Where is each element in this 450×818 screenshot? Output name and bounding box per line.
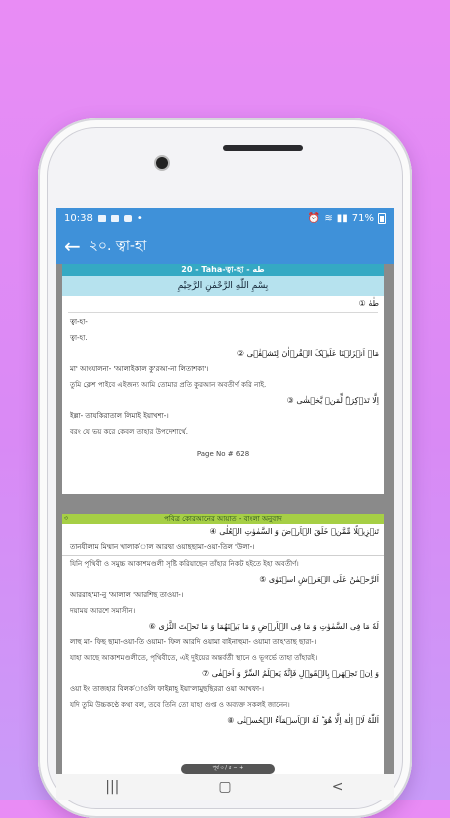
speaker-grille [223, 145, 303, 151]
gallery-icon [98, 215, 106, 222]
verse-arabic: وَ اِنۡ تَجۡهَرۡ بِالۡقَوۡلِ فَاِنَّهٗ یَعۡلَمُ السِّرَّ وَ اَخۡفٰی ⑦ [201, 669, 379, 678]
verse-arabic: اَلرَّحۡمٰنُ عَلَی الۡعَرۡشِ اسۡتَوٰی ⑤ [259, 575, 379, 584]
front-camera [156, 157, 168, 169]
verse-arabic: طٰهٰ ① [358, 299, 379, 308]
status-time: 10:38 [64, 212, 93, 224]
bismillah: بِسْمِ اللّٰهِ الرَّحْمٰنِ الرَّحِيْمِ [62, 276, 384, 296]
page-number: Page No # 628 [196, 450, 250, 458]
system-nav-bar [56, 774, 394, 800]
verse-translation: তুমি ক্লেশ পাইবে এইজন্য আমি তোমার প্রতি কুরআন অবতীর্ণ করি নাই. [70, 381, 267, 389]
more-dot-icon: • [136, 212, 143, 224]
verse-translation: যদি তুমি উচ্চকণ্ঠে কথা বল, তবে তিনি তো যাহা গুপ্ত ও অব্যক্ত সকলই জানেন। [70, 701, 290, 709]
home-icon[interactable]: ▢ [218, 779, 232, 795]
arrow-left-icon[interactable]: ← [64, 234, 81, 258]
surah-header: 20 - Taha-ত্বা-হা - طه [62, 264, 384, 276]
alarm-icon: ⏰ [307, 212, 321, 224]
verse-transliteration: তানযীলাম মিম্মান খালাক'াল আরদ্বা ওয়াছছামা-ওয়া-তিল 'উলা-। [70, 543, 255, 551]
section-header-label: পবিত্র কোরআনের আয়াত - বাংলা অনুবাদ [164, 515, 282, 523]
verse-transliteration: ইল্লা- তাযকিরাতাল লিমাই ইয়াখশা-। [70, 412, 169, 420]
verse-translation: বরং যে ভয় করে কেবল তাহার উপদেশার্থে. [70, 428, 189, 436]
pdf-toolbar-label[interactable]: পূর্ব ৩ / ৫ − + [212, 765, 244, 771]
verse-transliteration: লাহু মা- ফিছ ছামা-ওয়া-তি ওয়ামা- ফিল আরদি ওয়ামা বাইনাহুমা- ওয়ামা তাহ'তাছ ছারা-। [70, 638, 317, 646]
verse-arabic: اِلَّا تَذۡکِرَۃً لِّمَنۡ یَّخۡشٰی ③ [286, 396, 379, 405]
verse-transliteration: আররাহ'মা-নু 'আলাল 'আরশিছ তাওয়া-। [70, 591, 184, 599]
verse-transliteration: ত্বা-হা- [70, 318, 88, 326]
verse-translation: যিনি পৃথিবী ও সমুচ্চ আকাশমণ্ডলী সৃষ্টি করিয়াছেন তাঁহার নিকট হইতে ইহা অবতীর্ণ। [70, 560, 299, 568]
message-icon [111, 215, 119, 222]
battery-icon [378, 213, 386, 224]
app-screen [56, 208, 394, 800]
recents-icon[interactable]: ||| [105, 779, 120, 795]
verse-transliteration: ওয়া ইং তাজহার বিলক'াওলি ফাইন্নাহূ ইয়া'লামুছছিররা ওয়া আখফা-। [70, 685, 265, 693]
verse-arabic: لَهٗ مَا فِی السَّمٰوٰتِ وَ مَا فِی الۡاَرۡضِ وَ مَا بَیۡنَهُمَا وَ مَا تَحۡتَ الثَّرٰی ⑥ [148, 622, 379, 631]
status-bar [56, 208, 394, 228]
verse-arabic: اَللّٰهُ لَاۤ اِلٰهَ اِلَّا هُوَ ؕ لَهُ الۡاَسۡمَآءُ الۡحُسۡنٰی ⑧ [227, 716, 379, 725]
line-number: ৩ [64, 515, 68, 522]
verse-arabic: تَنۡزِیۡلًا مِّمَّنۡ خَلَقَ الۡاَرۡضَ وَ السَّمٰوٰتِ الۡعُلٰی ④ [209, 527, 379, 536]
verse-translation: দয়াময় আরশে সমাসীন। [70, 607, 136, 615]
back-chevron-icon[interactable]: < [331, 779, 344, 795]
pdf-page [62, 514, 384, 800]
youtube-icon [124, 215, 132, 222]
pdf-page [62, 264, 384, 494]
section-header [62, 514, 384, 524]
page-title: ২০. ত্বা-হা [88, 238, 147, 254]
divider [68, 312, 378, 313]
verse-arabic: مَاۤ اَنۡزَلۡنَا عَلَیۡکَ الۡقُرۡاٰنَ لِتَشۡقٰۤی ② [236, 349, 379, 358]
verse-translation: ত্বা-হা. [70, 334, 88, 342]
verse-translation: যাহা আছে আকাশমণ্ডলীতে, পৃথিবীতে, এই দুইয়ের অন্তর্বর্তী স্থানে ও ভূগর্ভে তাহা তাঁহারই। [70, 654, 318, 662]
signal-icon: ▮▮ [336, 212, 348, 224]
pdf-page-toolbar[interactable] [181, 764, 275, 774]
app-bar [56, 228, 394, 264]
pdf-viewer[interactable] [56, 264, 394, 800]
verse-transliteration: মা' আংযালনা- 'আলাইকাল কু'রআ-না লিতাশকা'। [70, 365, 209, 373]
wifi-icon: ≋ [324, 212, 333, 224]
battery-percent: 71% [351, 212, 374, 224]
